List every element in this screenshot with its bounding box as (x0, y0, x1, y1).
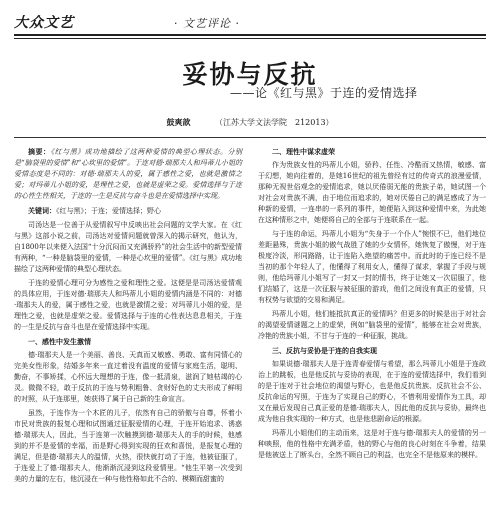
body-paragraph: 司汤达是一位善于从爱情叙写中反映出社会问题的文学大家。在《红与黑》这部小说之前，司汤达对爱情问题就曾深入的揭示研究，他认为，自1800年以来便入法国“十分沉闷而又充满骄矜”的社会生活中的新型爱情有两种，“一种是脑袋里的爱情，一种是心坎里的爱情”。《红与黑》成功地描绘了这两种爱情的典型心理状态。 (14, 221, 242, 273)
article-title: 妥协与反抗 (182, 60, 318, 89)
header-rule-thin (14, 38, 486, 39)
section-heading: 三、反抗与妥协是于连的自我实现 (272, 346, 377, 355)
body-paragraph: 德·瑞那夫人是一个美丽、善良、天真而又敏感、勇敢、富有同情心的完美女性形象，结婚多年来一直过着没有温度的爱情与家庭生活，聪明、勤奋，不事矫揉，心怀远大理想的于连，像一抵清泉，滋润了她枯竭的心灵。微微不轻，敢于反抗的于连与势利粗鲁、贪财好色的丈夫形成了鲜明的对照，从于连那里，她获得了属于自己新的生命宣言。 (14, 351, 242, 403)
article-subtitle: ——论《红与黑》于连的爱情选择 (230, 86, 418, 100)
left-column (14, 146, 242, 488)
section-heading: 二、理性中谋求虚荣 (272, 147, 335, 156)
abstract-text: 《红与黑》成功地描绘了这两种爱情的典型心理状态。分别是“脑袋里的爱情”和“心坎里的爱情”。于连对德·瑞那夫人和玛蒂儿小姐的爱情态度是不同的：对德·瑞那夫人的爱，属于感性之爱，也就是激情之爱；对玛蒂儿小姐的爱，是理性之爱，也就是虚荣之爱。爱情选择与于连的心性生性相关，于连的一生是反抗与奋斗也是在爱情选择中实现。 (14, 148, 243, 200)
body-paragraph: 于连的爱情心理可分为感性之爱和理性之爱。这便是是司汤达爱情观的具体应用，于连对德·瑞那夫人和玛蒂儿小姐的爱情内涵是不同的：对德·瑞那夫人的爱，属于感性之爱，也就是激情之爱；对玛蒂儿小姐的爱，是理性之爱，也就是虚荣之爱。爱情选择与于连的心性表达息息相关，于连的一生是反抗与奋斗也是在爱情选择中实现。 (14, 279, 242, 331)
author-name: 鼓爽歆 (166, 117, 191, 127)
journal-name: 大众文艺 (14, 15, 74, 31)
right-column (258, 146, 486, 464)
body-paragraph: 与于连的命运，玛蒂儿小姐为“失身于一个仆人”惋恨不已，他们地位差距悬殊，贵族小姐的傲气战胜了她的少女情怀，她恢复了傲慢，对于连极度冷淡，形同路路，让于连陷入绝望的痛苦中。而此时的于连已经不是当初的那个年轻人了，他懂得了利用女人，懂得了谋求，掌握了手段与规则，他给玛蒂儿小姐写了一封又一封的情书，终于让她又一次屈服了，他们结婚了，这是一次征服与被征服的游戏，他们之间没有真正的爱情，只有权势与欲望的交易和满足。 (258, 230, 486, 304)
abstract-label: 摘要： (28, 147, 51, 156)
header-rule-thick (14, 34, 486, 36)
section-label: · 文艺评论 · (174, 17, 240, 30)
abstract (14, 146, 242, 202)
body-paragraph: 作为贵族女性的玛蒂儿小姐，骄矜、任性、冷酷而又热情，敏感、富于幻想，她向往着的，是她16世纪的祖先曾经有过的传奇式的浪漫爱情，那种无视世俗观念的爱情追求，她以厌倦弱无能的贵族子弟，她试图一个对社会对贵族不满，由于地位而追求的，她对厌倦自己的满足感成了为一种新的爱情，一连串的一系列的事件，她便陷入到这种爱情中来，为此她在这种情形之中，她便将自己的全部与于连联系在一起。 (258, 161, 486, 224)
body-paragraph: 玛蒂儿小姐他们的主动而来，这是对于连与德·瑞那夫人的爱情的另一种映照，他的性格中充满矛盾，他的野心与他的良心时刻在斗争着，结果是他被送上了断头台，全然不顾自己的利益，也完全不是他原来的模样。 (258, 429, 486, 459)
body-paragraph: 虽然，于连作为一个木匠的儿子，依然有自己的骄傲与自尊，怀着小市民对贵族的报复心理和试图通过征服爱情的心理，于连开始追求、诱惑德·瑞那夫人，因此，当于连第一次触摸到德·瑞那夫人的手的时候，他感到的并不是爱情的幸福，而是野心得到实现的狂欢和喜悦，是报复心理的满足，但是德·瑞那夫人的温情，火热，很快就打动了于连，他被征服了，于连爱上了德·瑞那夫人，他渐渐沉浸到这段爱情里。“他生平第一次受到美的力量的左右，他沉浸在一种与他性格如此不合的、模糊而甜蜜的 (14, 409, 242, 483)
section-heading: 一、感性中发生激情 (28, 337, 91, 346)
author-affiliation: （江苏大学文法学院 212013） (215, 118, 334, 127)
title-divider (14, 137, 486, 138)
keywords-label: 关键词： (28, 206, 56, 215)
keywords (14, 205, 242, 217)
body-paragraph: 如果说德·瑞那夫人是于连青春爱情与希望，那么玛蒂儿小姐是于连政治上的跳板，也是他反抗与妥协的表现，在于连的爱情选择中，我们看到的是于连对于社会地位的渴望与野心，也是他反抗贵族、反抗社会不公、反抗命运的写照，于连为了实现自己的野心，不惜利用爱情作为工具，却又在最后发现自己真正爱的是德·瑞那夫人，因此他的反抗与妥协，最终也成为他自我实现的一种方式，也是他悲剧命运的根源。 (258, 360, 486, 423)
keywords-text: 《红与黑》；于连；爱情选择；野心 (56, 207, 161, 215)
journal-header (14, 12, 486, 34)
author-line (0, 117, 500, 128)
body-paragraph: 玛蒂儿小姐，他们能抵抗真正的爱情吗？但更多的时候是出于对社会的渴望爱情谜题之上的虚荣，例如“脑袋里的爱情”，能够在社会对贵族，冷艳的贵族小姐，不甘与于连的一种征服，挑战。 (258, 310, 486, 340)
